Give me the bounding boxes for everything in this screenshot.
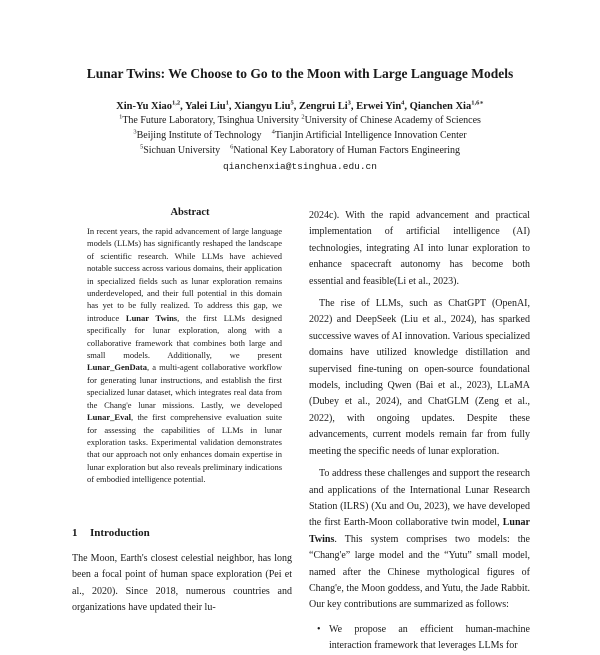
author-list (0, 101, 600, 112)
section-heading-introduction: 1 Introduction (72, 527, 150, 539)
paragraph: The rise of LLMs, such as ChatGPT (OpenAI, 2022) and DeepSeek (Liu et al., 2024), has sparked successive waves of AI innovation. Various specialized domains have utilized knowledge distillation and supervised fine-tuning on open-source foundational models, including Qwen (Bai et al., 2023), LLaMA (Dubey et al., 2024), and ChatGLM (Zeng et al., 2022), with ongoing updates. Despite these advancements, current models remain far from fully meeting the specific needs of lunar exploration. (309, 298, 530, 457)
term-lunar-twins: Lunar Twins (125, 312, 178, 323)
term-lunar-gendata: Lunar_GenData (87, 362, 147, 373)
abstract-heading: Abstract (170, 207, 210, 218)
abstract-body: In recent years, the rapid advancement of large language models (LLMs) has significantly reshaped the landscape of scientific research. While LLMs have achieved notable success across various domains, their application in specialized fields such as lunar exploration remains underdeveloped, and their full potential in this domain has yet to be fully realized. To address this gap, we introduce Lunar Twins, the first LLMs designed specifically for lunar exploration, along with a collaborative framework that combines both large and small models. Additionally, we present Lunar_GenData, a multi-agent collaborative workflow for generating lunar instructions, and establish the first specialized lunar dataset, which integrates real data from the Chang'e lunar missions. Lastly, we developed Lunar_Eval, the first comprehensive evaluation suite for assessing the capabilities of LLMs in lunar exploration tasks. Experimental validation demonstrates that our approach not only enhances domain expertise in lunar exploration but also reveals preliminary indications of embodied intelligence potential. (87, 226, 282, 485)
affiliation-line-1: $^1$The Future Laboratory, Tsinghua University $^2$University of Chinese Academy of Sciences (119, 113, 481, 126)
author: Zengrui Li$^3$, (298, 99, 357, 112)
right-column-body (309, 208, 530, 655)
author: Xiangyu Liu$^5$, (234, 99, 299, 112)
author: Erwei Yin$^4$, (356, 99, 410, 112)
contribution-list (309, 622, 530, 655)
term-lunar-eval: Lunar_Eval (87, 412, 131, 423)
author: Qianchen Xia$^{1,6∗}$ (409, 99, 484, 112)
list-item: • We propose an efficient human-machine interaction framework that leverages LLMs for (317, 623, 530, 652)
affiliation-line-3: $^5$Sichuan University $^6$National Key Laboratory of Human Factors Engineering (139, 143, 461, 156)
author: Yalei Liu$^1$, (185, 99, 235, 112)
bullet-icon: • (317, 623, 321, 635)
paragraph: 2024c). With the rapid advancement and practical implementation of artificial intelligence (AI) technologies, integrating AI into lunar exploration to enhance spacecraft autonomy has become both essential and feasible(Li et al., 2023). (309, 210, 530, 287)
contact-email[interactable]: qianchenxia@tsinghua.edu.cn (223, 161, 377, 172)
author: Xin-Yu Xiao$^{1,2}$, (116, 99, 186, 112)
affiliation-line-2: $^3$Beijing Institute of Technology $^4$Tianjin Artificial Intelligence Innovation Center (133, 128, 467, 141)
introduction-paragraph: The Moon, Earth's closest celestial neighbor, has long been a focal point of human space exploration (Pei et al., 2020). Since 2018, numerous countries and organizations have updated their lu- (72, 553, 292, 614)
paragraph: To address these challenges and support the research and applications of the International Lunar Research Station (ILRS) (Xu and Ou, 2023), we have developed the first Earth-Moon collaborative twin model, Lunar Twins. This system comprises two models: the “Chang'e” large model and the “Yutu” small model, named after the Chinese mythological figures of Chang'e, the Moon goddess, and Yutu, the Jade Rabbit. Our key contributions are summarized as follows: (309, 468, 530, 611)
paper-title: Lunar Twins: We Choose to Go to the Moon with Large Language Models (86, 66, 514, 81)
